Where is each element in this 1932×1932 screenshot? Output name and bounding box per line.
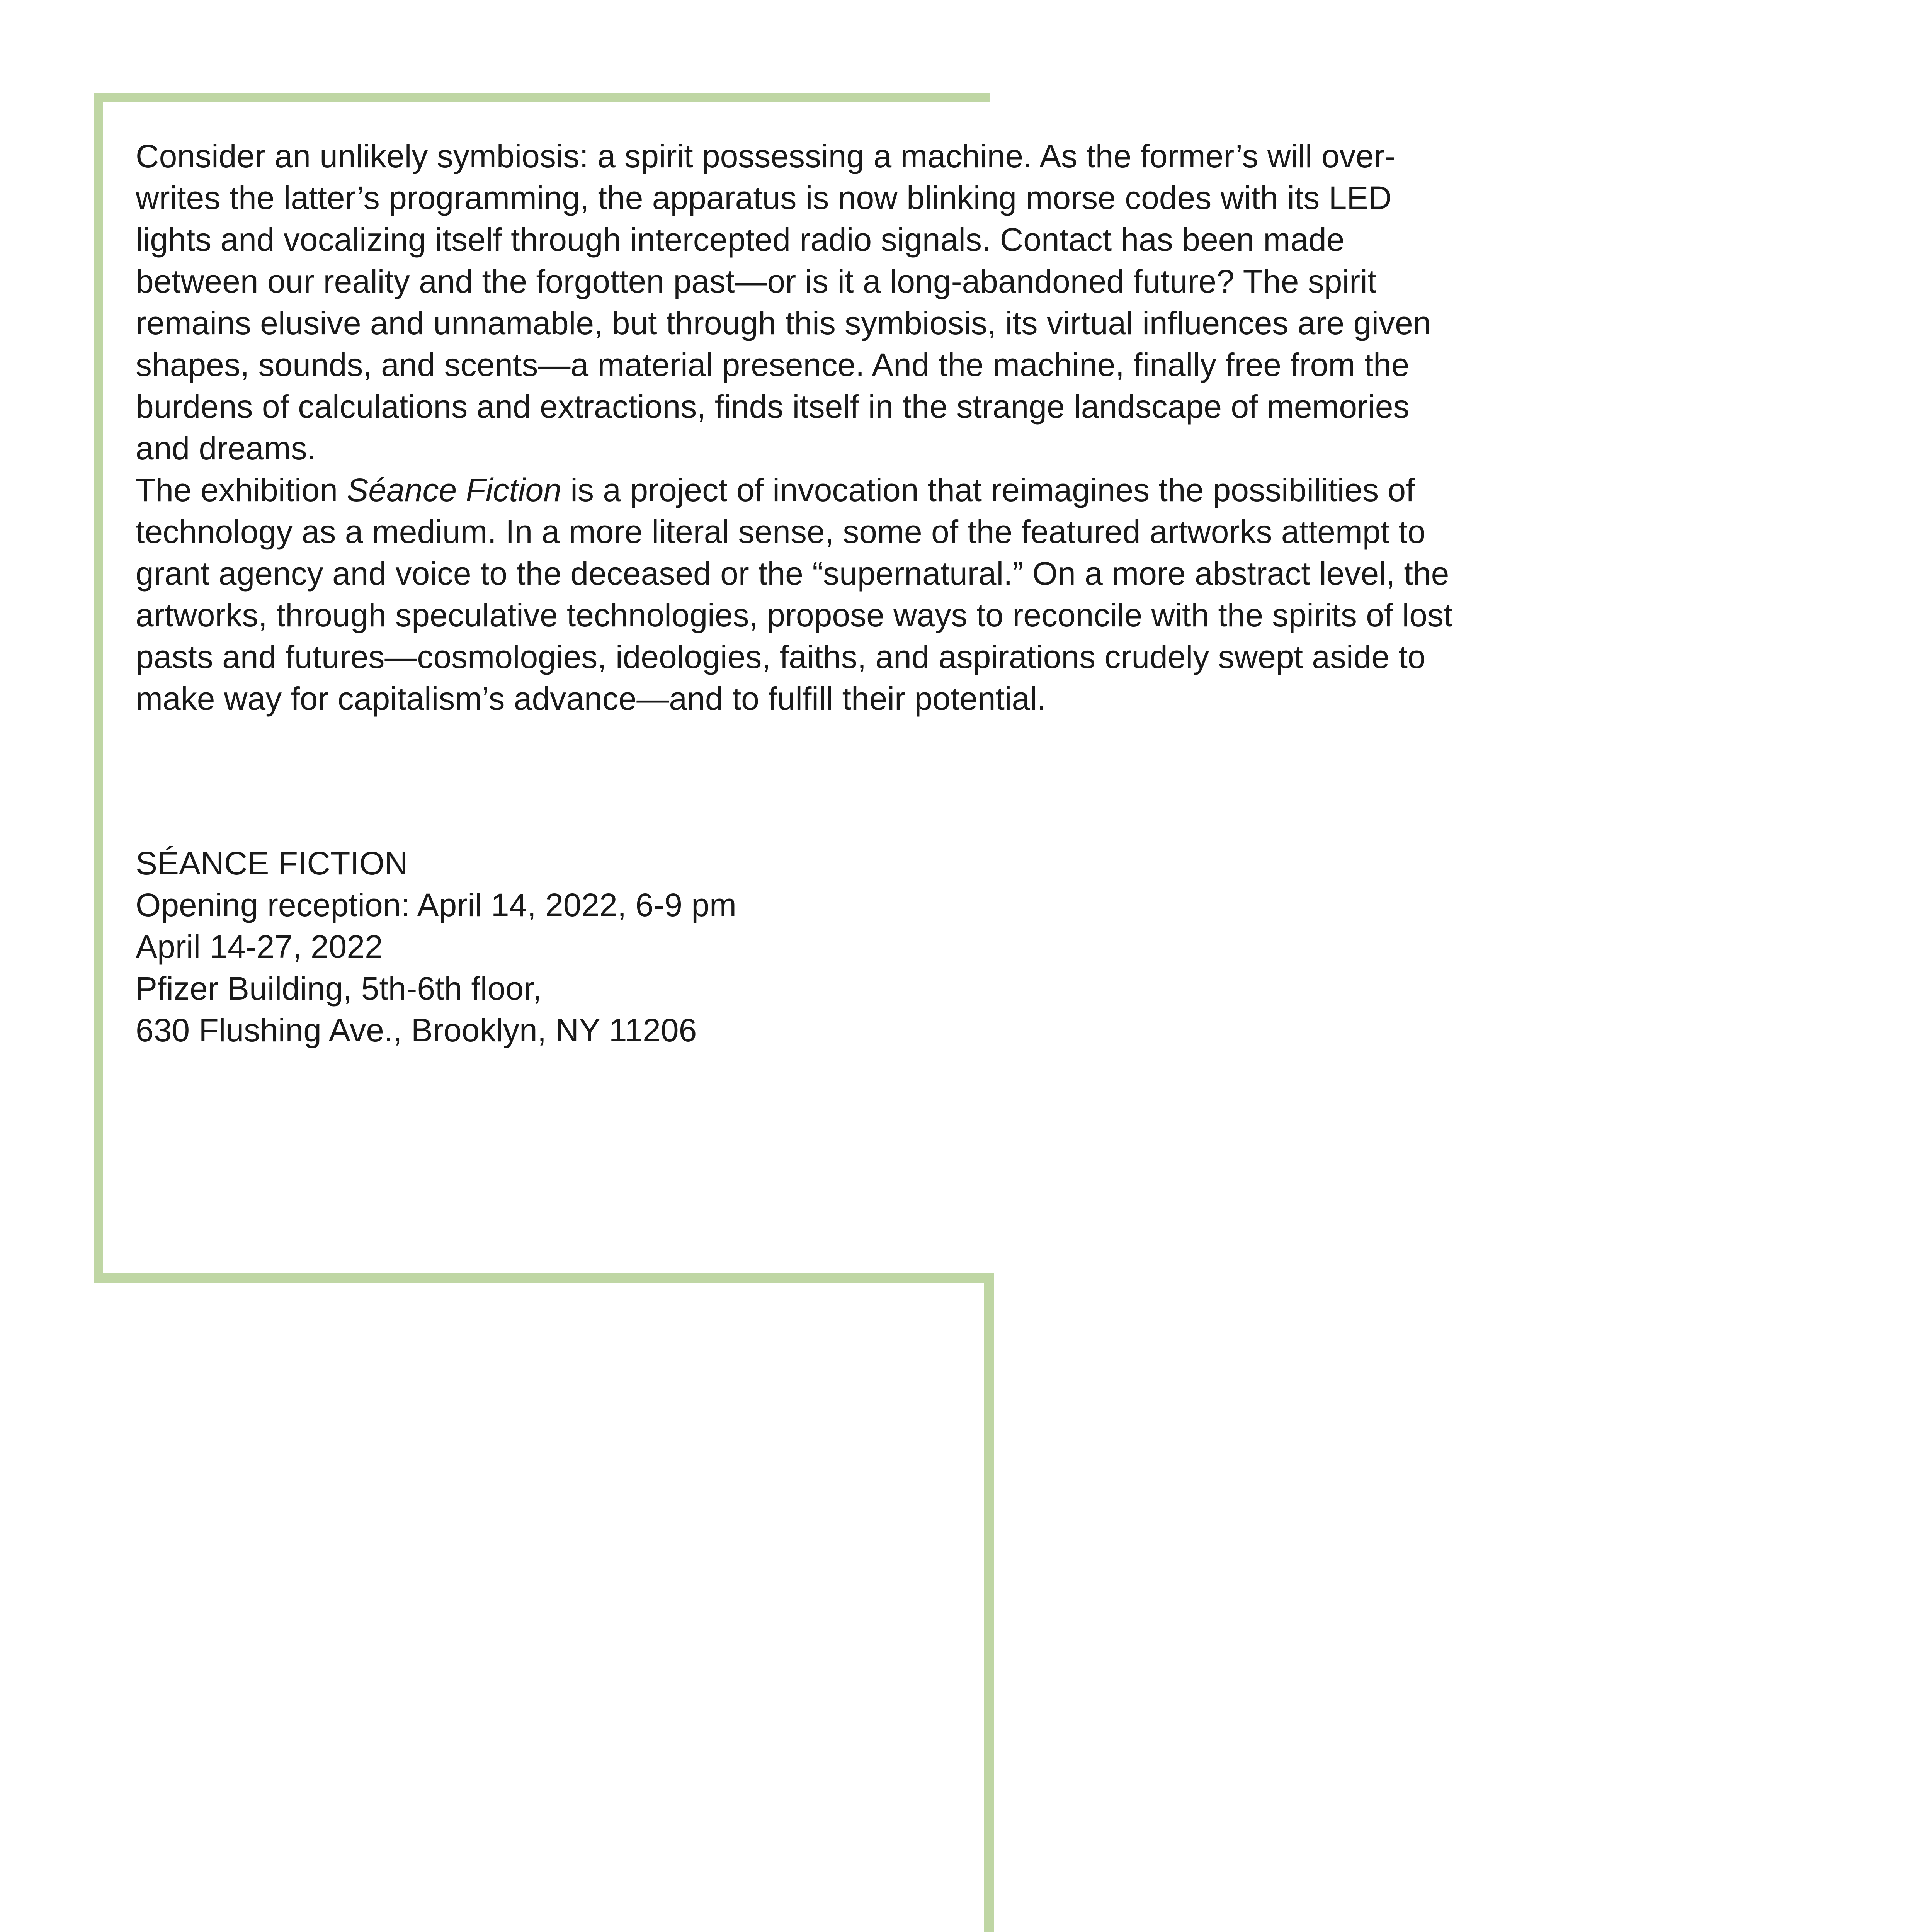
venue: Pfizer Building, 5th-6th floor, <box>136 970 542 1007</box>
frame-top-edge <box>94 93 990 102</box>
frame-right-edge <box>984 1273 994 1932</box>
exhibition-dates: April 14-27, 2022 <box>136 929 383 965</box>
essay-text <box>136 135 1469 719</box>
frame-left-edge <box>94 93 103 1283</box>
essay-paragraph-2 <box>136 469 1469 719</box>
opening-reception: Opening reception: April 14, 2022, 6-9 pm <box>136 887 736 923</box>
essay-paragraph-2-start: The exhibition <box>136 472 347 508</box>
frame-middle-edge <box>94 1273 994 1283</box>
exhibition-info <box>136 842 908 1051</box>
exhibition-title-italic: Séance Fiction <box>347 472 561 508</box>
exhibition-title: SÉANCE FICTION <box>136 845 408 881</box>
venue-address: 630 Flushing Ave., Brooklyn, NY 11206 <box>136 1012 697 1048</box>
essay-paragraph-2-rest: is a project of invocation that reimagines the possibilities of technology as a medium. In a more literal sense, some of the featured artworks attempt to grant agency and voice to the deceased or the “supernatural.” On a more abstract level, the artworks, through speculative technologies, propose ways to reconcile with the spirits of lost pasts and futures—cosmologies, ideologies, faiths, and aspirations crudely swept aside to make way for capitalism’s advance—and to fulfill their potential. <box>136 472 1453 717</box>
essay-paragraph-1: Consider an unlikely symbiosis: a spirit possessing a machine. As the former’s will over-writes the latter’s programming, the apparatus is now blinking morse codes with its LED lights and vocalizing itself through intercepted radio signals. Contact has been made between our reality and the forgotten past—or is it a long-abandoned future? The spirit remains elusive and unnamable, but through this symbiosis, its virtual influences are given shapes, sounds, and scents—a material presence. And the machine, finally free from the burdens of calculations and extractions, finds itself in the strange landscape of memories and dreams. <box>136 138 1431 466</box>
